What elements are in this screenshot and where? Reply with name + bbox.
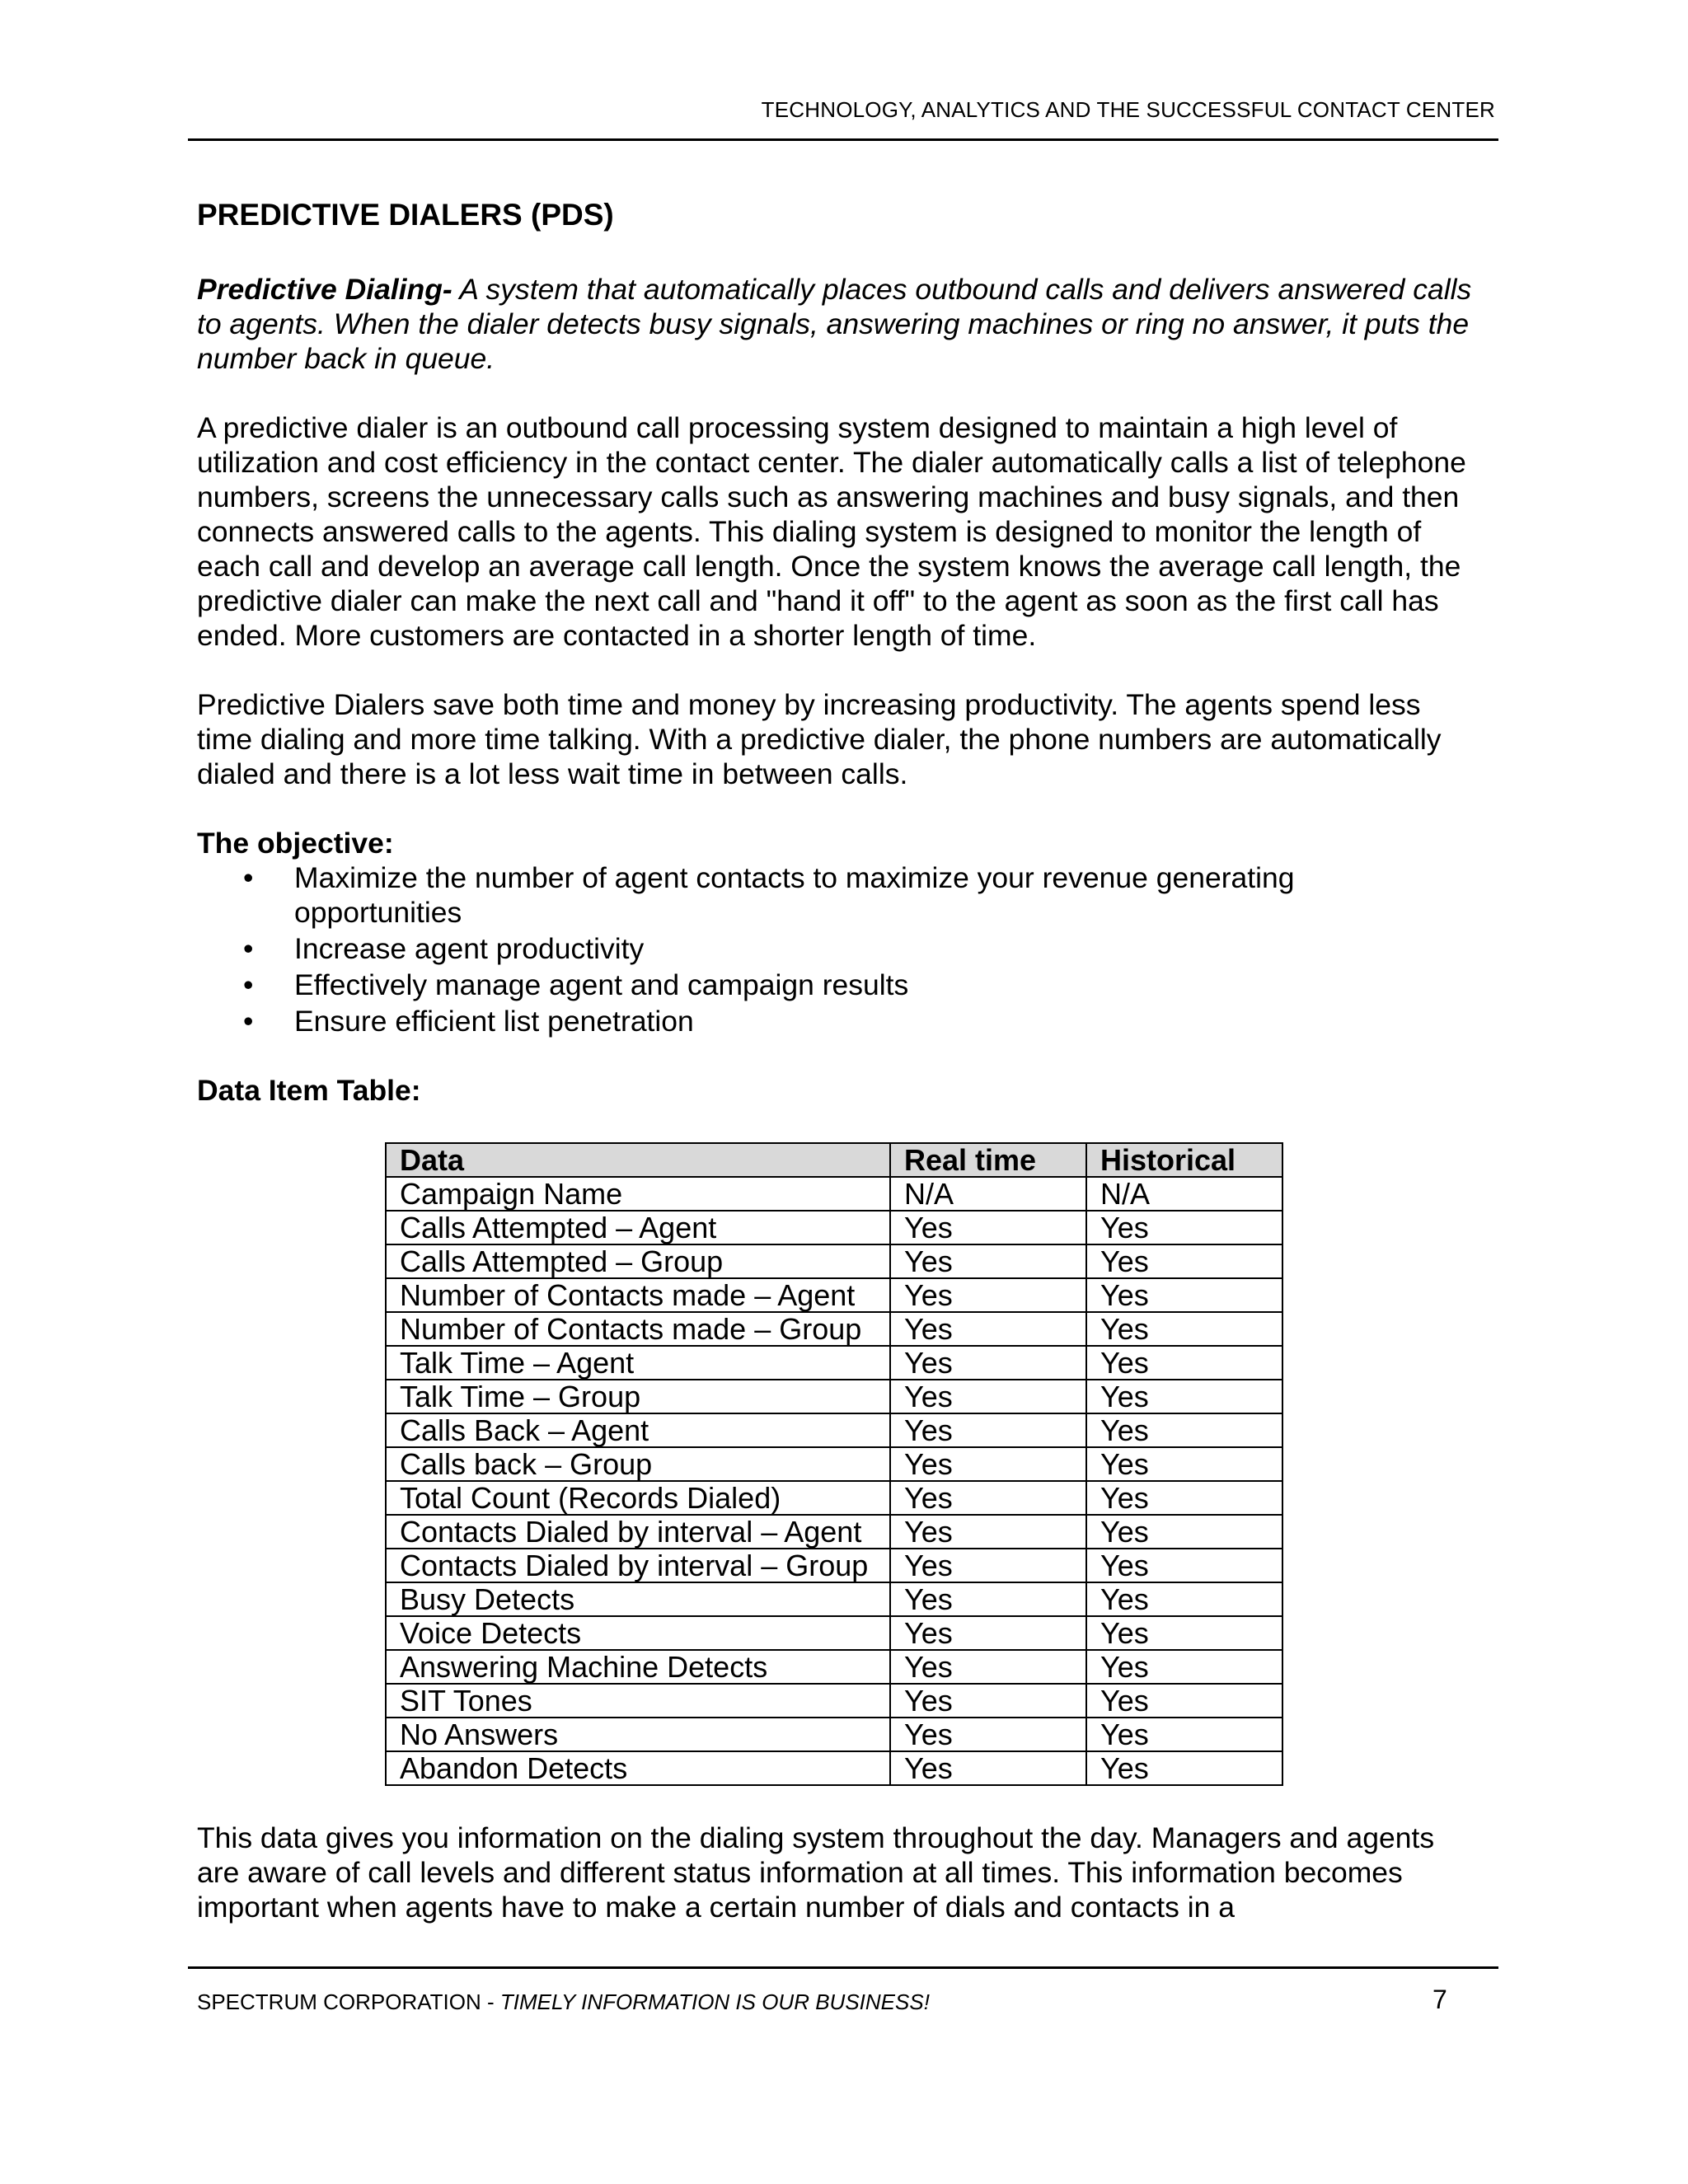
table-cell: Yes — [890, 1650, 1086, 1684]
table-cell: Yes — [1086, 1718, 1282, 1751]
table-cell: Yes — [890, 1211, 1086, 1244]
table-cell: SIT Tones — [386, 1684, 890, 1718]
table-cell: Yes — [1086, 1515, 1282, 1549]
bullet-icon: • — [243, 861, 254, 894]
table-cell: Yes — [1086, 1278, 1282, 1312]
column-header: Historical — [1086, 1143, 1282, 1177]
table-row — [386, 1211, 1282, 1244]
objective-list — [197, 860, 1483, 1038]
table-cell: Yes — [890, 1278, 1086, 1312]
footer-rule — [188, 1966, 1498, 1969]
footer-company: SPECTRUM CORPORATION - — [197, 1990, 500, 2014]
table-row — [386, 1718, 1282, 1751]
table-cell: Yes — [890, 1380, 1086, 1413]
bullet-icon: • — [243, 968, 254, 1001]
table-row — [386, 1684, 1282, 1718]
table-row — [386, 1616, 1282, 1650]
table-cell: Number of Contacts made – Group — [386, 1312, 890, 1346]
table-row — [386, 1244, 1282, 1278]
table-cell: N/A — [1086, 1177, 1282, 1211]
table-row — [386, 1549, 1282, 1582]
table-cell: Yes — [1086, 1244, 1282, 1278]
table-cell: Busy Detects — [386, 1582, 890, 1616]
table-cell: Campaign Name — [386, 1177, 890, 1211]
table-cell: Yes — [1086, 1413, 1282, 1447]
table-cell: Yes — [890, 1684, 1086, 1718]
column-header: Real time — [890, 1143, 1086, 1177]
table-cell: Voice Detects — [386, 1616, 890, 1650]
table-cell: Yes — [1086, 1346, 1282, 1380]
table-cell: Yes — [1086, 1549, 1282, 1582]
table-cell: Calls Back – Agent — [386, 1413, 890, 1447]
objective-heading: The objective: — [197, 827, 394, 860]
table-header-row — [386, 1143, 1282, 1177]
closing-paragraph: This data gives you information on the dialing system throughout the day. Managers and agents are aware of call levels and different status information at all times. This information becomes important when agents have to make a certain number of dials and contacts in a — [197, 1821, 1435, 1924]
table-cell: Talk Time – Agent — [386, 1346, 890, 1380]
page-footer — [197, 1990, 1483, 2015]
bullet-icon: • — [243, 932, 254, 965]
table-cell: Yes — [1086, 1312, 1282, 1346]
table-cell: Yes — [890, 1751, 1086, 1785]
table-cell: Yes — [890, 1312, 1086, 1346]
definition-term: Predictive Dialing- — [197, 273, 452, 306]
table-cell: Yes — [1086, 1751, 1282, 1785]
table-cell: Total Count (Records Dialed) — [386, 1481, 890, 1515]
table-row — [386, 1177, 1282, 1211]
table-cell: Number of Contacts made – Agent — [386, 1278, 890, 1312]
footer-tagline: TIMELY INFORMATION IS OUR BUSINESS! — [499, 1990, 930, 2014]
page-number: 7 — [1432, 1985, 1447, 2014]
list-item: • Maximize the number of agent contacts to maximize your revenue generating opportunities — [243, 861, 1295, 929]
body-paragraph-2: Predictive Dialers save both time and money by increasing productivity. The agents spend less time dialing and more time talking. With a predictive dialer, the phone numbers are automatically dialed and there is a lot less wait time in between calls. — [197, 688, 1442, 790]
table-row — [386, 1413, 1282, 1447]
running-header: TECHNOLOGY, ANALYTICS AND THE SUCCESSFUL CONTACT CENTER — [761, 97, 1495, 122]
table-cell: Contacts Dialed by interval – Agent — [386, 1515, 890, 1549]
table-label: Data Item Table: — [197, 1074, 421, 1107]
table-cell: Yes — [890, 1481, 1086, 1515]
table-cell: Yes — [890, 1582, 1086, 1616]
table-cell: Abandon Detects — [386, 1751, 890, 1785]
table-row — [386, 1312, 1282, 1346]
table-cell: Calls Attempted – Group — [386, 1244, 890, 1278]
header-rule — [188, 138, 1498, 141]
table-row — [386, 1380, 1282, 1413]
table-cell: Contacts Dialed by interval – Group — [386, 1549, 890, 1582]
table-cell: Calls back – Group — [386, 1447, 890, 1481]
table-cell: Yes — [890, 1549, 1086, 1582]
table-row — [386, 1515, 1282, 1549]
table-cell: Answering Machine Detects — [386, 1650, 890, 1684]
table-row — [386, 1278, 1282, 1312]
data-item-table — [385, 1142, 1283, 1786]
table-cell: Yes — [890, 1346, 1086, 1380]
table-cell: Yes — [1086, 1616, 1282, 1650]
table-cell: Yes — [1086, 1650, 1282, 1684]
table-cell: Yes — [1086, 1582, 1282, 1616]
table-cell: Yes — [1086, 1684, 1282, 1718]
table-row — [386, 1346, 1282, 1380]
table-cell: Talk Time – Group — [386, 1380, 890, 1413]
list-item: • Ensure efficient list penetration — [243, 1005, 694, 1038]
table-cell: Yes — [890, 1413, 1086, 1447]
table-row — [386, 1751, 1282, 1785]
definition-paragraph — [197, 272, 1483, 376]
table-row — [386, 1582, 1282, 1616]
table-cell: N/A — [890, 1177, 1086, 1211]
table-cell: Calls Attempted – Agent — [386, 1211, 890, 1244]
table-cell: Yes — [890, 1447, 1086, 1481]
bullet-icon: • — [243, 1005, 254, 1038]
table-cell: Yes — [890, 1616, 1086, 1650]
table-cell: Yes — [1086, 1380, 1282, 1413]
table-cell: Yes — [890, 1244, 1086, 1278]
table-body — [386, 1177, 1282, 1785]
table-cell: Yes — [890, 1515, 1086, 1549]
column-header: Data — [386, 1143, 890, 1177]
page-body — [197, 196, 1483, 1959]
list-item: • Effectively manage agent and campaign results — [243, 968, 909, 1001]
list-item: • Increase agent productivity — [243, 932, 645, 965]
table-row — [386, 1481, 1282, 1515]
body-paragraph-1: A predictive dialer is an outbound call processing system designed to maintain a high level of utilization and cost efficiency in the contact center. The dialer automatically calls a list of telephone numbers, screens the unnecessary calls such as answering machines and busy signals, and then connects answered calls to the agents. This dialing system is designed to monitor the length of each call and develop an average call length. Once the system knows the average call length, the predictive dialer can make the next call and "hand it off" to the agent as soon as the first call has ended. More customers are contacted in a shorter length of time. — [197, 411, 1466, 652]
table-cell: Yes — [890, 1718, 1086, 1751]
section-title: PREDICTIVE DIALERS (PDS) — [197, 198, 614, 232]
table-cell: Yes — [1086, 1211, 1282, 1244]
table-row — [386, 1650, 1282, 1684]
table-cell: Yes — [1086, 1481, 1282, 1515]
table-cell: No Answers — [386, 1718, 890, 1751]
table-row — [386, 1447, 1282, 1481]
table-cell: Yes — [1086, 1447, 1282, 1481]
definition-text: A system that automatically places outbound calls and delivers answered calls to agents. When the dialer detects busy signals, answering machines or ring no answer, it puts the number back in queue. — [197, 273, 1472, 375]
